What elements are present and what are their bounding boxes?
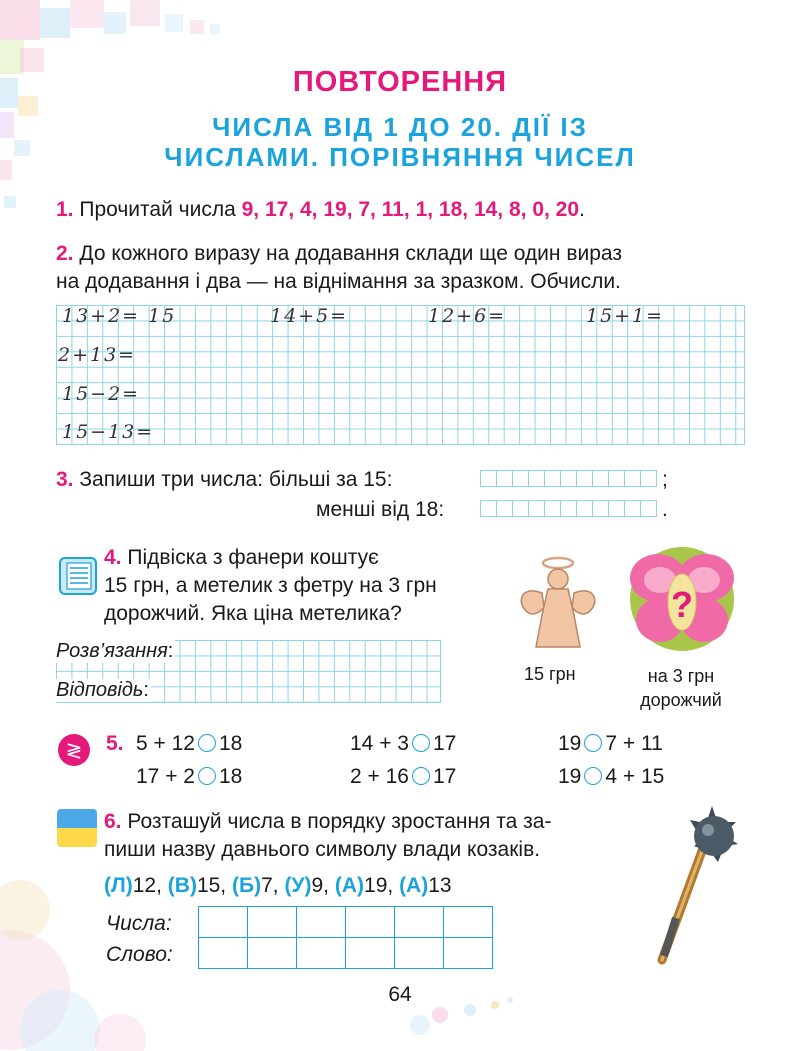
notebook-icon — [58, 556, 98, 596]
grid-expr-3: 12+6= — [428, 305, 507, 327]
mace-image — [640, 800, 760, 970]
numbers-row[interactable] — [199, 907, 493, 938]
angel-pendant-image — [512, 555, 604, 655]
task-4-text — [104, 544, 504, 628]
task-3-line-1 — [56, 466, 392, 494]
task-1-number: 1. — [56, 198, 74, 221]
task-6-text — [104, 808, 551, 864]
task-6-line-1: Розташуй числа в порядку зростання та за- — [127, 810, 552, 833]
subtitle-line-1: ЧИСЛА ВІД 1 ДО 20. ДІЇ ІЗ — [212, 112, 588, 142]
task-6-answer-table[interactable] — [198, 906, 493, 969]
compare-icon — [56, 732, 92, 768]
grid-expr-6: 15−2= — [62, 383, 141, 405]
grid-expr-1: 13+2= 15 — [62, 305, 177, 327]
task-3-number: 3. — [56, 468, 74, 491]
page-subtitle — [0, 112, 800, 172]
task-4-line-1: Підвіска з фанери коштує — [127, 546, 379, 569]
word-row[interactable] — [199, 938, 493, 969]
word-label: Слово: — [106, 943, 173, 966]
task-6-number: 6. — [104, 810, 122, 833]
compare-item-4: 17 + 2 18 — [136, 765, 243, 788]
task-2-line-2: на додавання і два — на віднімання за зразком. Обчисли. — [56, 270, 621, 293]
compare-item-6: 19 4 + 15 — [558, 765, 665, 788]
butterfly-question-mark: ? — [671, 584, 693, 625]
subtitle-line-2: ЧИСЛАМИ. ПОРІВНЯННЯ ЧИСЕЛ — [164, 142, 636, 172]
task-1 — [56, 196, 585, 224]
grid-expr-2: 14+5= — [270, 305, 349, 327]
ukraine-flag-icon — [56, 808, 98, 848]
task-3-text-1: Запиши три числа: більші за 15: — [79, 468, 393, 491]
task-3-text-2: менші від 18: — [316, 498, 445, 521]
task-1-numbers: 9, 17, 4, 19, 7, 11, 1, 18, 14, 8, 0, 20 — [241, 198, 580, 221]
butterfly-price: на 3 грн дорожчий — [640, 666, 722, 710]
grid-expr-7: 15−13= — [62, 421, 155, 443]
answer-cells-greater[interactable] — [480, 470, 657, 487]
solution-label: Розв’язання: — [56, 640, 174, 662]
task-1-end: . — [579, 198, 585, 221]
task-2-number: 2. — [56, 242, 74, 265]
page-number: 64 — [388, 983, 412, 1006]
compare-item-3: 19 7 + 11 — [558, 732, 663, 755]
task-6-sequence: (Л)12, (В)15, (Б)7, (У)9, (А)19, (А)13 — [104, 874, 452, 897]
task-3-end-2: . — [662, 498, 668, 521]
page-title: ПОВТОРЕННЯ — [292, 66, 508, 98]
angel-price: 15 грн — [524, 664, 576, 684]
svg-text:≷: ≷ — [65, 738, 83, 762]
numbers-label: Числа: — [106, 912, 172, 935]
answer-label: Відповідь: — [56, 679, 149, 701]
grid-expr-4: 15+1= — [586, 305, 665, 327]
task-4-line-2: 15 грн, а метелик з фетру на 3 грн — [104, 574, 437, 597]
task-2-line-1: До кожного виразу на додавання склади ще один вираз — [79, 242, 622, 265]
grid-expr-5: 2+13= — [58, 344, 137, 366]
task-1-text: Прочитай числа — [79, 198, 236, 221]
task-5-number: 5. — [106, 732, 124, 755]
compare-item-2: 14 + 3 17 — [350, 732, 457, 755]
compare-item-5: 2 + 16 17 — [350, 765, 457, 788]
compare-item-1: 5 + 12 18 — [136, 732, 243, 755]
task-3-end-1: ; — [662, 468, 668, 491]
task-2 — [56, 240, 622, 296]
task-4-number: 4. — [104, 546, 122, 569]
task-4-line-3: дорожчий. Яка ціна метелика? — [104, 602, 402, 625]
task-6-line-2: пиши назву давнього символу влади козаків. — [104, 838, 541, 861]
answer-cells-less[interactable] — [480, 500, 657, 517]
